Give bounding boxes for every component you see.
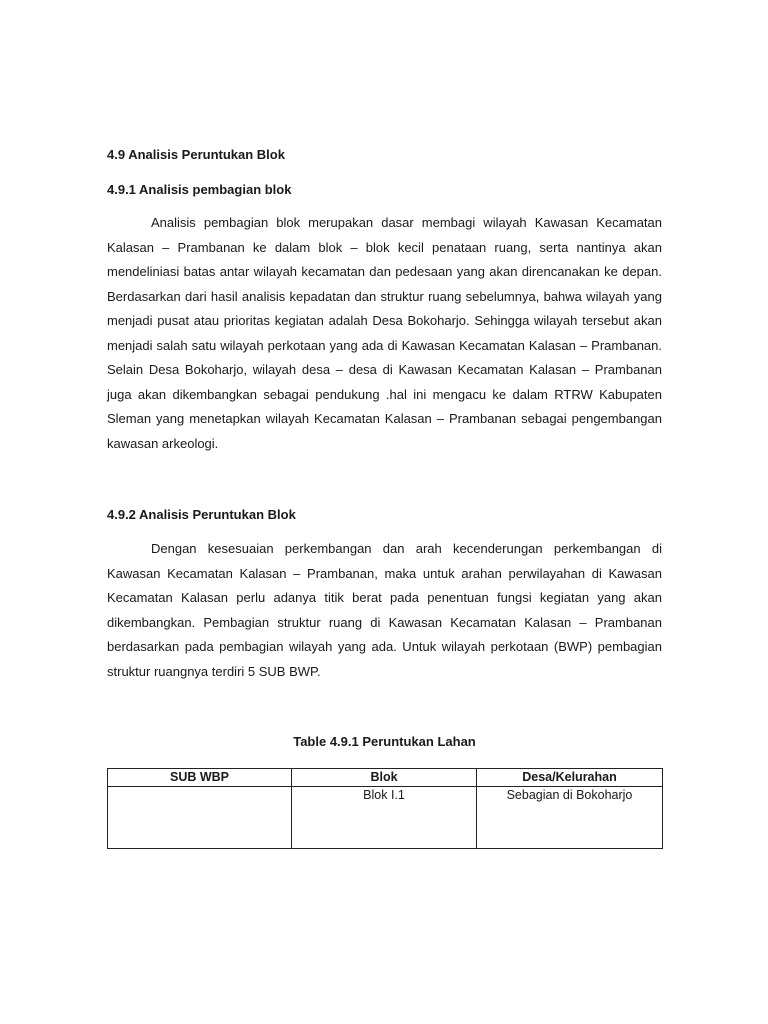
subsection-heading-4-9-2: 4.9.2 Analisis Peruntukan Blok: [107, 507, 296, 522]
table-header-row: [108, 769, 663, 787]
cell-sub-wbp: [108, 787, 292, 849]
column-header-blok: Blok: [292, 769, 477, 787]
paragraph-peruntukan-blok: Dengan kesesuaian perkembangan dan arah kecenderungan perkembangan di Kawasan Kecamatan Kalasan – Prambanan, maka untuk arahan perwilayahan di Kawasan Kecamatan Kalasan perlu adanya titik berat pada penentuan fungsi kegiatan yang akan dikembangkan. Pembagian struktur ruang di Kawasan Kecamatan Kalasan – Prambanan berdasarkan pada pembagian wilayah yang ada. Untuk wilayah perkotaan (BWP) pembagian struktur ruangnya terdiri 5 SUB BWP.: [107, 541, 662, 679]
column-header-sub-wbp: SUB WBP: [108, 769, 292, 787]
subsection-heading-4-9-1: 4.9.1 Analisis pembagian blok: [107, 182, 292, 197]
section-heading: 4.9 Analisis Peruntukan Blok: [107, 147, 285, 162]
column-header-desa-kelurahan: Desa/Kelurahan: [477, 769, 663, 787]
table-caption: Table 4.9.1 Peruntukan Lahan: [293, 734, 476, 749]
cell-blok: Blok I.1: [292, 787, 477, 849]
peruntukan-lahan-table: [107, 768, 663, 849]
table-row: [108, 787, 663, 849]
paragraph-pembagian-blok: Analisis pembagian blok merupakan dasar membagi wilayah Kawasan Kecamatan Kalasan – Prambanan ke dalam blok – blok kecil penataan ruang, serta nantinya akan mendeliniasi batas antar wilayah kecamatan dan pedesaan yang akan direncanakan ke depan. Berdasarkan dari hasil analisis kepadatan dan struktur ruang sebelumnya, bahwa wilayah yang menjadi pusat atau prioritas kegiatan adalah Desa Bokoharjo. Sehingga wilayah tersebut akan menjadi salah satu wilayah perkotaan yang ada di Kawasan Kecamatan Kalasan – Prambanan. Selain Desa Bokoharjo, wilayah desa – desa di Kawasan Kecamatan Kalasan – Prambanan juga akan dikembangkan sebagai pendukung .hal ini mengacu ke dalam RTRW Kabupaten Sleman yang menetapkan wilayah Kecamatan Kalasan – Prambanan sebagai pengembangan kawasan arkeologi.: [107, 215, 662, 451]
cell-desa-kelurahan: Sebagian di Bokoharjo: [477, 787, 663, 849]
